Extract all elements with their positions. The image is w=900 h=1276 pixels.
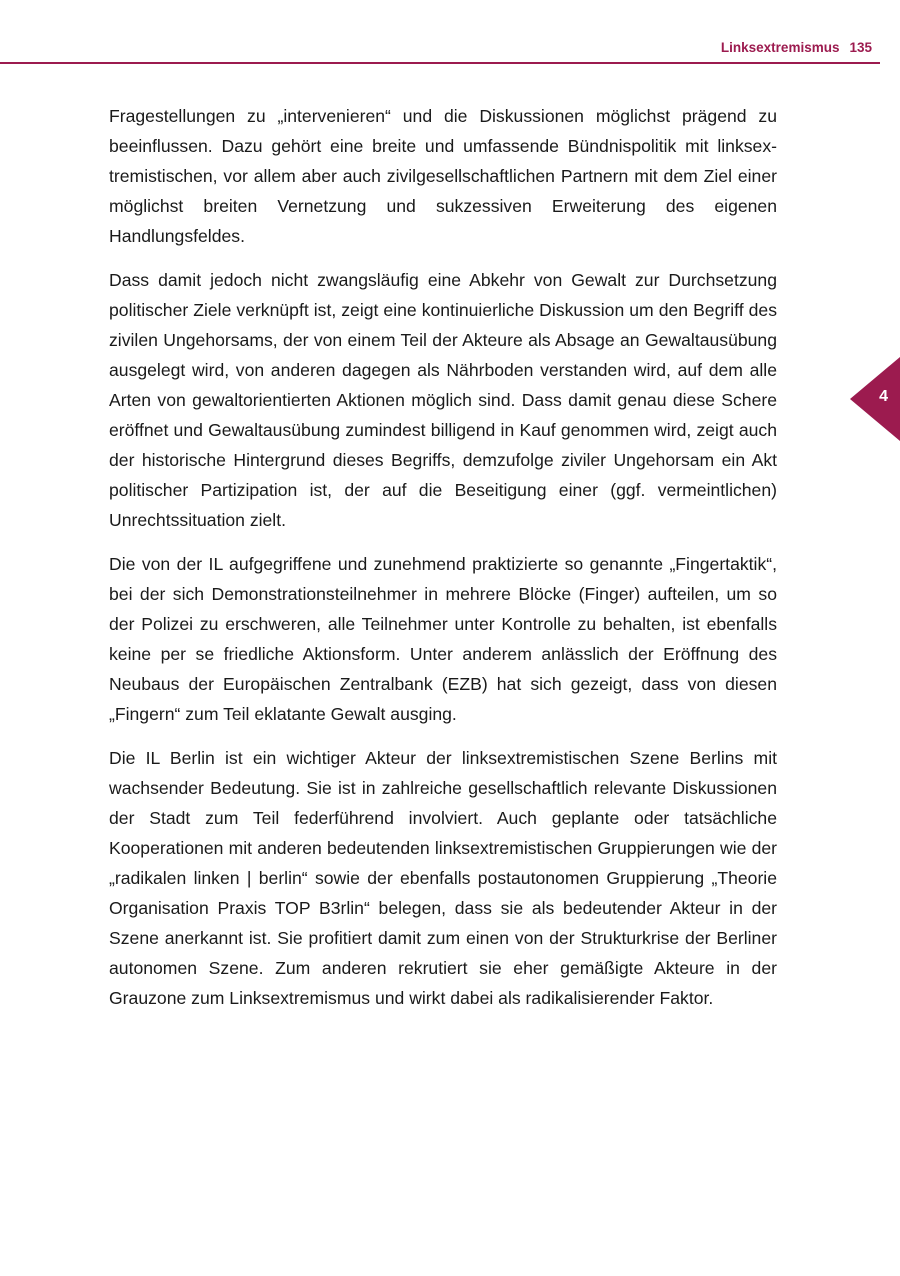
- chapter-number: 4: [879, 388, 888, 405]
- body-text: [109, 101, 777, 1027]
- chapter-tab-triangle: [850, 357, 900, 441]
- chapter-tab: [850, 357, 900, 441]
- page-number: 135: [849, 40, 872, 55]
- paragraph-4: Die IL Berlin ist ein wichtiger Akteur der linksextremistischen Szene Berlins mit wachsender Bedeutung. Sie ist in zahlreiche gesellschaftlich relevante Diskussionen der Stadt zum Teil federführend involviert. Auch geplante oder tatsächliche Kooperationen mit anderen bedeutenden linksextremistischen Gruppierungen wie der „radikalen linken | berlin“ sowie der ebenfalls postautonomen Gruppierung „Theorie Organisation Praxis TOP B3rlin“ belegen, dass sie als bedeutender Akteur in der Szene anerkannt ist. Sie profitiert damit zum einen von der Strukturkrise der Berliner autonomen Szene. Zum anderen rekrutiert sie eher gemäßigte Akteure in der Grauzone zum Linksextremismus und wirkt dabei als radikalisierender Faktor.: [109, 748, 777, 1008]
- running-header: [0, 40, 880, 60]
- running-header-text: [721, 40, 872, 55]
- header-rule: [0, 62, 880, 64]
- paragraph-1: Fragestellungen zu „intervenieren“ und die Diskussionen möglichst prägend zu beeinflussen. Dazu gehört eine breite und umfassende Bündnispolitik mit linksextremistischen, vor allem aber auch zivilgesellschaftlichen Partnern mit dem Ziel einer möglichst breiten Vernetzung und sukzessiven Erweiterung des eigenen Handlungsfeldes.: [109, 106, 777, 246]
- paragraph-3: Die von der IL aufgegriffene und zunehmend praktizierte so genannte „Fingertaktik“, bei der sich Demonstrationsteilnehmer in mehrere Blöcke (Finger) aufteilen, um so der Polizei zu erschweren, alle Teilnehmer unter Kontrolle zu behalten, ist ebenfalls keine per se friedliche Aktionsform. Unter anderem anlässlich der Eröffnung des Neubaus der Europäischen Zentralbank (EZB) hat sich gezeigt, dass von diesen „Fingern“ zum Teil eklatante Gewalt ausging.: [109, 554, 777, 724]
- paragraph-2: Dass damit jedoch nicht zwangsläufig eine Abkehr von Gewalt zur Durchsetzung politischer Ziele verknüpft ist, zeigt eine kontinuierliche Diskussion um den Begriff des zivilen Ungehorsams, der von einem Teil der Akteure als Absage an Gewaltausübung ausgelegt wird, von anderen dagegen als Nährboden verstanden wird, auf dem alle Arten von gewaltorientierten Aktionen möglich sind. Dass damit genau diese Schere eröffnet und Gewaltausübung zumindest billigend in Kauf genommen wird, zeigt auch der historische Hintergrund dieses Begriffs, demzufolge ziviler Ungehorsam ein Akt politischer Partizipation ist, der auf die Beseitigung einer (ggf. vermeintlichen) Unrechtssituation zielt.: [109, 270, 777, 530]
- running-header-title: Linksextremismus: [720, 40, 840, 55]
